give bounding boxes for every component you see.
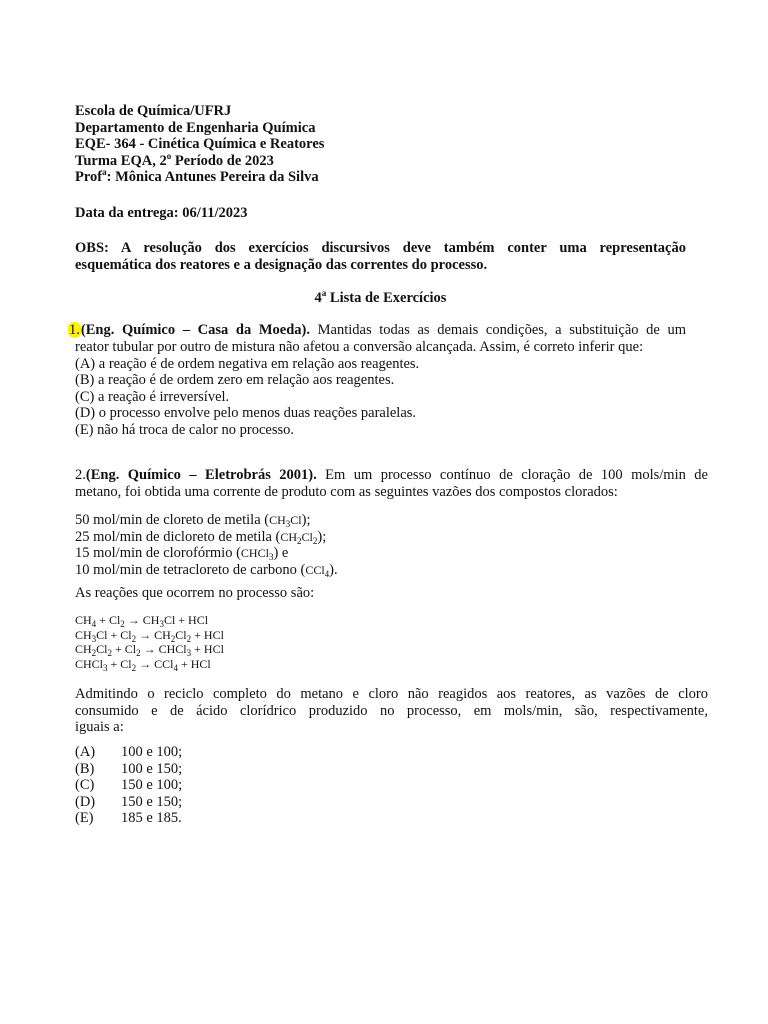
q1-option-a: (A) a reação é de ordem negativa em relação aos reagentes.: [75, 355, 420, 372]
q2-number: 2.: [75, 467, 86, 483]
q2-stem-line-1: 2.(Eng. Químico – Eletrobrás 2001). Em um processo contínuo de cloração de 100 mols/min de: [75, 467, 708, 483]
q2-source: (Eng. Químico – Eletrobrás 2001).: [85, 467, 317, 483]
reactions-intro: As reações que ocorrem no processo são:: [75, 585, 315, 601]
header-professor: Prof$^a$: Mônica Antunes Pereira da Silva: [75, 167, 319, 186]
q2-options: [75, 744, 182, 827]
question-2: [75, 467, 708, 500]
q2-option-b: (B) 100 e 150;: [75, 760, 183, 777]
flow-item: 50 mol/min de cloreto de metila $(CH_3Cl)$;: [75, 512, 311, 529]
q1-stem-line-2: reator tubular por outro de mistura não afetou a conversão alcançada. Assim, é correto inferir que:: [75, 339, 644, 355]
q2-stem-line-2: metano, foi obtida uma corrente de produto com as seguintes vazões dos compostos clorados:: [75, 483, 618, 500]
header-course: EQE- 364 - Cinética Química e Reatores: [75, 136, 325, 153]
q2-option-d: (D) 150 e 150;: [75, 793, 183, 810]
reaction-equations: [75, 613, 224, 671]
q1-option-b: (B) a reação é de ordem zero em relação aos reagentes.: [75, 372, 395, 389]
q2-option-a: (A) 100 e 100;: [75, 744, 183, 760]
flow-item: 25 mol/min de dicloreto de metila $(CH_2Cl_2)$;: [75, 528, 327, 546]
reaction-4: CHCl$_3$ + $Cl_2 \to CCl_4$ + HCl: [75, 656, 211, 673]
q1-number: 1.: [69, 322, 80, 338]
flow-item: 15 mol/min de clorofórmio (CHCl$_3$) e: [75, 545, 289, 563]
reaction-3: $CH_2Cl_2 + Cl_2$ → CHCl$_3$ + HCl: [75, 642, 224, 658]
header-department: Departamento de Engenharia Química: [75, 119, 316, 136]
q1-body: [75, 339, 643, 439]
reaction-1: $CH_4 + Cl_2 \to CH_3Cl$ + HCl: [75, 613, 209, 629]
q2-question-line-3: iguais a:: [75, 719, 124, 736]
flow-item: 10 mol/min de tetracloreto de carbono (CCl$_4$).: [75, 561, 338, 579]
q1-option-d: (D) o processo envolve pelo menos duas reações paralelas.: [75, 405, 417, 422]
obs-line-1: OBS: A resolução dos exercícios discursivos deve também conter uma representação: [75, 240, 686, 256]
q1-option-c: (C) a reação é irreversível.: [75, 388, 230, 405]
question-1: [68, 322, 686, 339]
obs-line-2: esquemática dos reatores e a designação das correntes do processo.: [75, 256, 488, 273]
q1-stem-line-1: 1.(Eng. Químico – Casa da Moeda). Mantidas todas as demais condições, a substituição de um: [69, 322, 687, 338]
q2-question-line-2: consumido e de ácido clorídrico produzido no processo, em mols/min, são, respectivamente,: [75, 702, 708, 719]
q1-option-e: (E) não há troca de calor no processo.: [75, 421, 295, 438]
due-date: Data da entrega: 06/11/2023: [75, 205, 248, 221]
q2-option-c: (C) 150 e 100;: [75, 777, 183, 794]
reaction-2: $CH_3Cl + Cl_2 \to CH_2Cl_2$ + HCl: [75, 627, 224, 644]
list-title: 4$^a$ Lista de Exercícios: [314, 288, 447, 306]
q2-question: [75, 686, 708, 736]
header-school: Escola de Química/UFRJ: [75, 103, 232, 119]
q2-question-line-1: Admitindo o reciclo completo do metano e cloro não reagidos aos reatores, as vazões de cloro: [75, 686, 708, 702]
q2-option-e: (E) 185 e 185.: [75, 810, 182, 827]
q1-source: (Eng. Químico – Casa da Moeda).: [80, 322, 310, 338]
q2-flows: [75, 512, 338, 578]
course-header: [75, 103, 324, 186]
obs-note: [75, 240, 686, 273]
header-class: Turma EQA, 2$^o$ Período de 2023: [75, 150, 274, 169]
